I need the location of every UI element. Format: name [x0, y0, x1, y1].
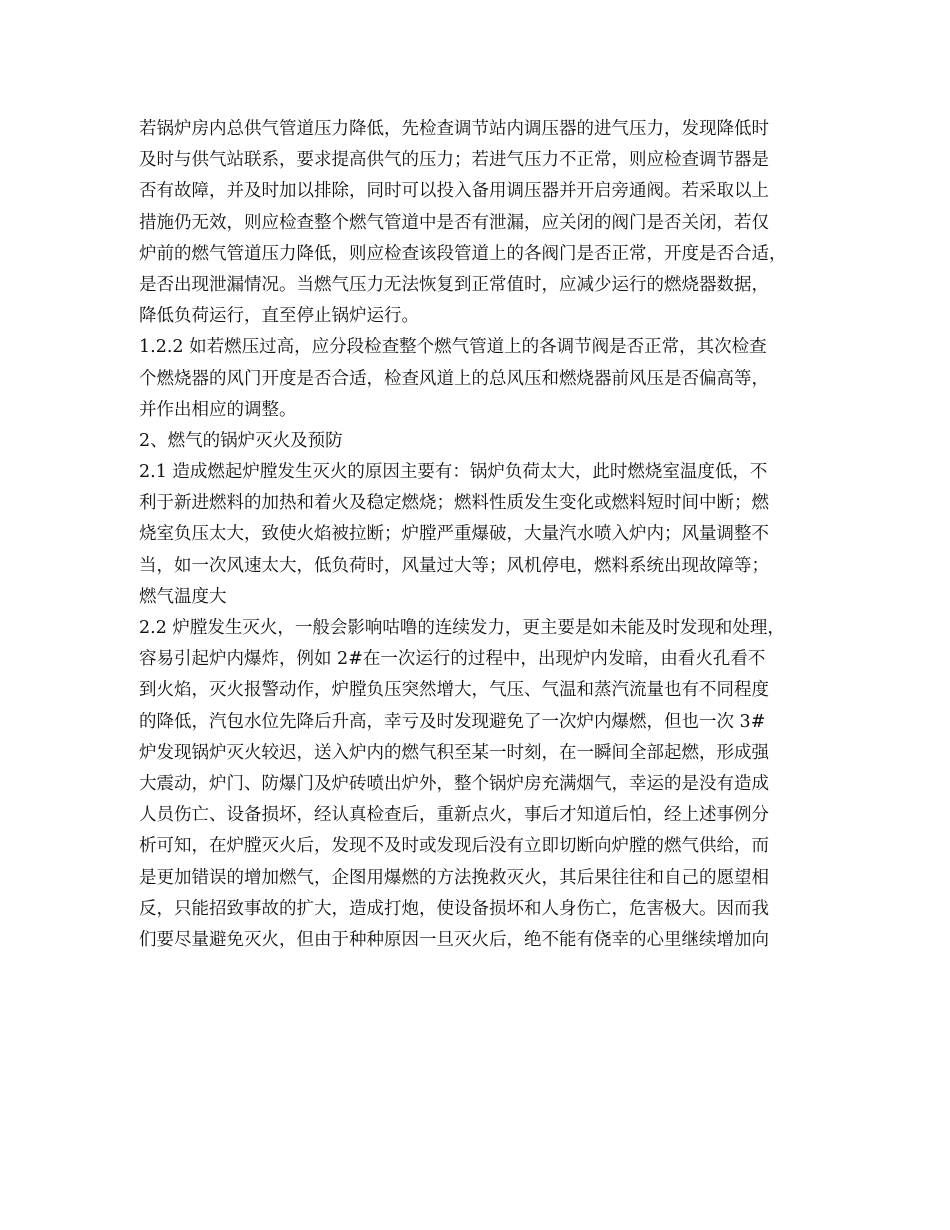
text-line: 否有故障，并及时加以排除，同时可以投入备用调压器并开启旁通阀。若采取以上 [139, 181, 769, 202]
text-line: 人员伤亡、设备损坏，经认真检查后，重新点火，事后才知道后怕，经上述事例分 [139, 805, 769, 826]
text-line: 若锅炉房内总供气管道压力降低，先检查调节站内调压器的进气压力，发现降低时 [139, 119, 769, 139]
text-line: 并作出相应的调整。 [139, 399, 297, 420]
text-line: 2.1 造成燃起炉膛发生灭火的原因主要有：锅炉负荷太大，此时燃烧室温度低，不 [139, 462, 768, 483]
text-line: 2.2 炉膛发生灭火，一般会影响咕噜的连续发力，更主要是如未能及时发现和处理， [139, 618, 785, 638]
text-line: 烧室负压太大，致使火焰被拉断；炉膛严重爆破，大量汽水喷入炉内；风量调整不 [139, 524, 769, 545]
text-line: 到火焰，灭火报警动作，炉膛负压突然增大，气压、气温和蒸汽流量也有不同程度 [139, 680, 769, 701]
text-line: 炉发现锅炉灭火较迟，送入炉内的燃气积至某一时刻，在一瞬间全部起燃，形成强 [139, 742, 769, 763]
text-line: 反，只能招致事故的扩大，造成打炮，使设备损坏和人身伤亡，危害极大。因而我 [139, 898, 769, 919]
text-line: 是否出现泄漏情况。当燃气压力无法恢复到正常值时，应减少运行的燃烧器数据， [139, 274, 769, 295]
body-text [139, 114, 829, 956]
text-line: 炉前的燃气管道压力降低，则应检查该段管道上的各阀门是否正常，开度是否合适， [139, 243, 787, 264]
text-line: 容易引起炉内爆炸，例如 2#在一次运行的过程中，出现炉内发暗，由看火孔看不 [139, 649, 766, 670]
text-line: 1.2.2 如若燃压过高，应分段检查整个燃气管道上的各调节阀是否正常，其次检查 [139, 337, 767, 358]
text-line: 利于新进燃料的加热和着火及稳定燃烧；燃料性质发生变化或燃料短时间中断；燃 [139, 493, 769, 514]
text-line: 个燃烧器的风门开度是否合适，检查风道上的总风压和燃烧器前风压是否偏高等， [139, 368, 769, 389]
section-heading: 2、燃气的锅炉灭火及预防 [139, 430, 343, 451]
text-line: 是更加错误的增加燃气，企图用爆燃的方法挽救灭火，其后果往往和自己的愿望相 [139, 867, 769, 888]
text-line: 大震动，炉门、防爆门及炉砖喷出炉外，整个锅炉房充满烟气，幸运的是没有造成 [139, 773, 769, 794]
text-line: 当，如一次风速太大，低负荷时，风量过大等；风机停电，燃料系统出现故障等； [139, 555, 769, 576]
text-line: 的降低，汽包水位先降后升高，幸亏及时发现避免了一次炉内爆燃，但也一次 3# [139, 711, 766, 732]
text-line: 措施仍无效，则应检查整个燃气管道中是否有泄漏，应关闭的阀门是否关闭，若仅 [139, 212, 769, 233]
text-line: 及时与供气站联系，要求提高供气的压力；若进气压力不正常，则应检查调节器是 [139, 150, 769, 171]
text-line: 降低负荷运行，直至停止锅炉运行。 [139, 306, 419, 327]
text-line: 们要尽量避免灭火，但由于种种原因一旦灭火后，绝不能有侥幸的心里继续增加向 [139, 929, 769, 950]
text-line: 析可知，在炉膛灭火后，发现不及时或发现后没有立即切断向炉膛的燃气供给，而 [139, 836, 769, 857]
text-line: 燃气温度大 [139, 586, 227, 607]
